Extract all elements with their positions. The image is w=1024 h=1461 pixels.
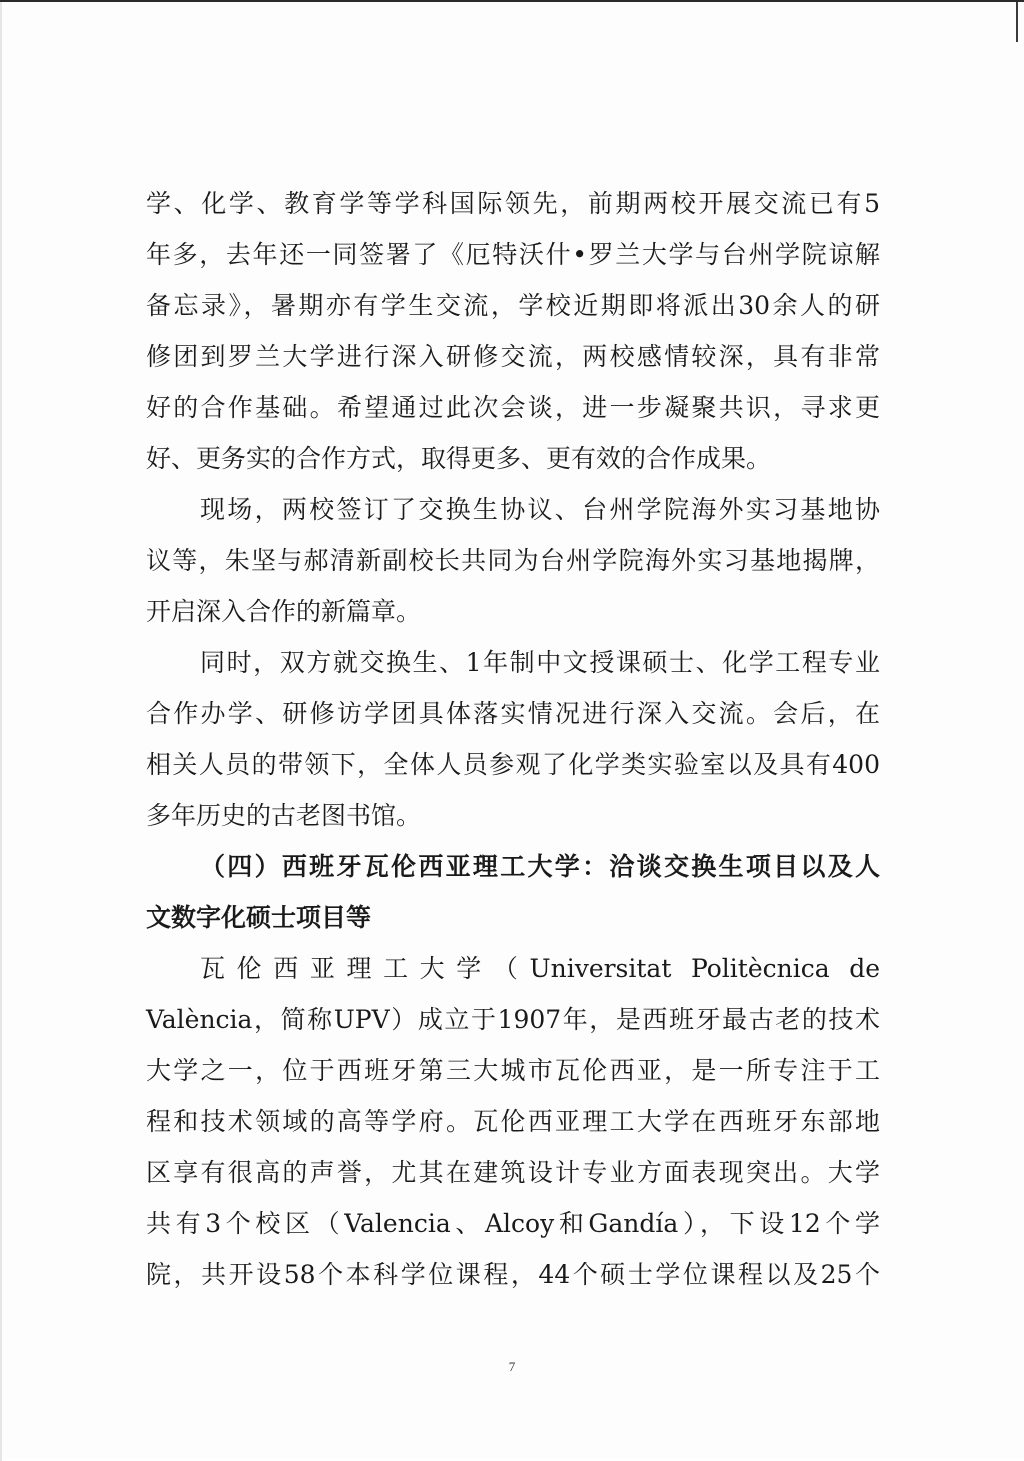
paragraph-line: 现场，两校签订了交换生协议、台州学院海外实习基地协 (200, 495, 880, 524)
paragraph-line: 修团到罗兰大学进行深入研修交流，两校感情较深，具有非常 (146, 342, 880, 371)
paragraph-line: 年多，去年还一同签署了《厄特沃什•罗兰大学与台州学院谅解 (146, 240, 880, 269)
section-heading-line: 文数字化硕士项目等 (146, 903, 372, 932)
paragraph-line: 开启深入合作的新篇章。 (146, 597, 422, 626)
paragraph-line: 好、更务实的合作方式，取得更多、更有效的合作成果。 (146, 444, 772, 473)
scan-edge-right (1016, 2, 1018, 42)
paragraph-line: 院，共开设58个本科学位课程，44个硕士学位课程以及25个 (146, 1260, 880, 1289)
paragraph-line: 区享有很高的声誉，尤其在建筑设计专业方面表现突出。大学 (146, 1158, 880, 1187)
paragraph-line: 学、化学、教育学等学科国际领先，前期两校开展交流已有5 (146, 189, 880, 218)
paragraph-line: València，简称UPV）成立于1907年，是西班牙最古老的技术 (146, 1005, 880, 1034)
paragraph-line: 议等，朱坚与郝清新副校长共同为台州学院海外实习基地揭牌， (146, 546, 880, 575)
body-text (146, 178, 880, 1300)
paragraph-line: 合作办学、研修访学团具体落实情况进行深入交流。会后，在 (146, 699, 880, 728)
section-heading-line: （四）西班牙瓦伦西亚理工大学：洽谈交换生项目以及人 (200, 852, 880, 881)
paragraph-line: 共有3个校区（Valencia、Alcoy和Gandía），下设12个学 (146, 1209, 880, 1238)
paragraph-line: 同时，双方就交换生、1年制中文授课硕士、化学工程专业 (200, 648, 880, 677)
scan-edge-left (0, 2, 2, 1461)
paragraph-line: 备忘录》，暑期亦有学生交流，学校近期即将派出30余人的研 (146, 291, 880, 320)
paragraph-line: 程和技术领域的高等学府。瓦伦西亚理工大学在西班牙东部地 (146, 1107, 880, 1136)
paragraph-line: 大学之一，位于西班牙第三大城市瓦伦西亚，是一所专注于工 (146, 1056, 880, 1085)
page-number: 7 (508, 1359, 516, 1374)
paragraph-line: 瓦伦西亚理工大学（Universitat Politècnica de (200, 954, 880, 983)
paragraph-line: 相关人员的带领下，全体人员参观了化学类实验室以及具有400 (146, 750, 880, 779)
paragraph-line: 好的合作基础。希望通过此次会谈，进一步凝聚共识，寻求更 (146, 393, 880, 422)
paragraph-line: 多年历史的古老图书馆。 (146, 801, 422, 830)
